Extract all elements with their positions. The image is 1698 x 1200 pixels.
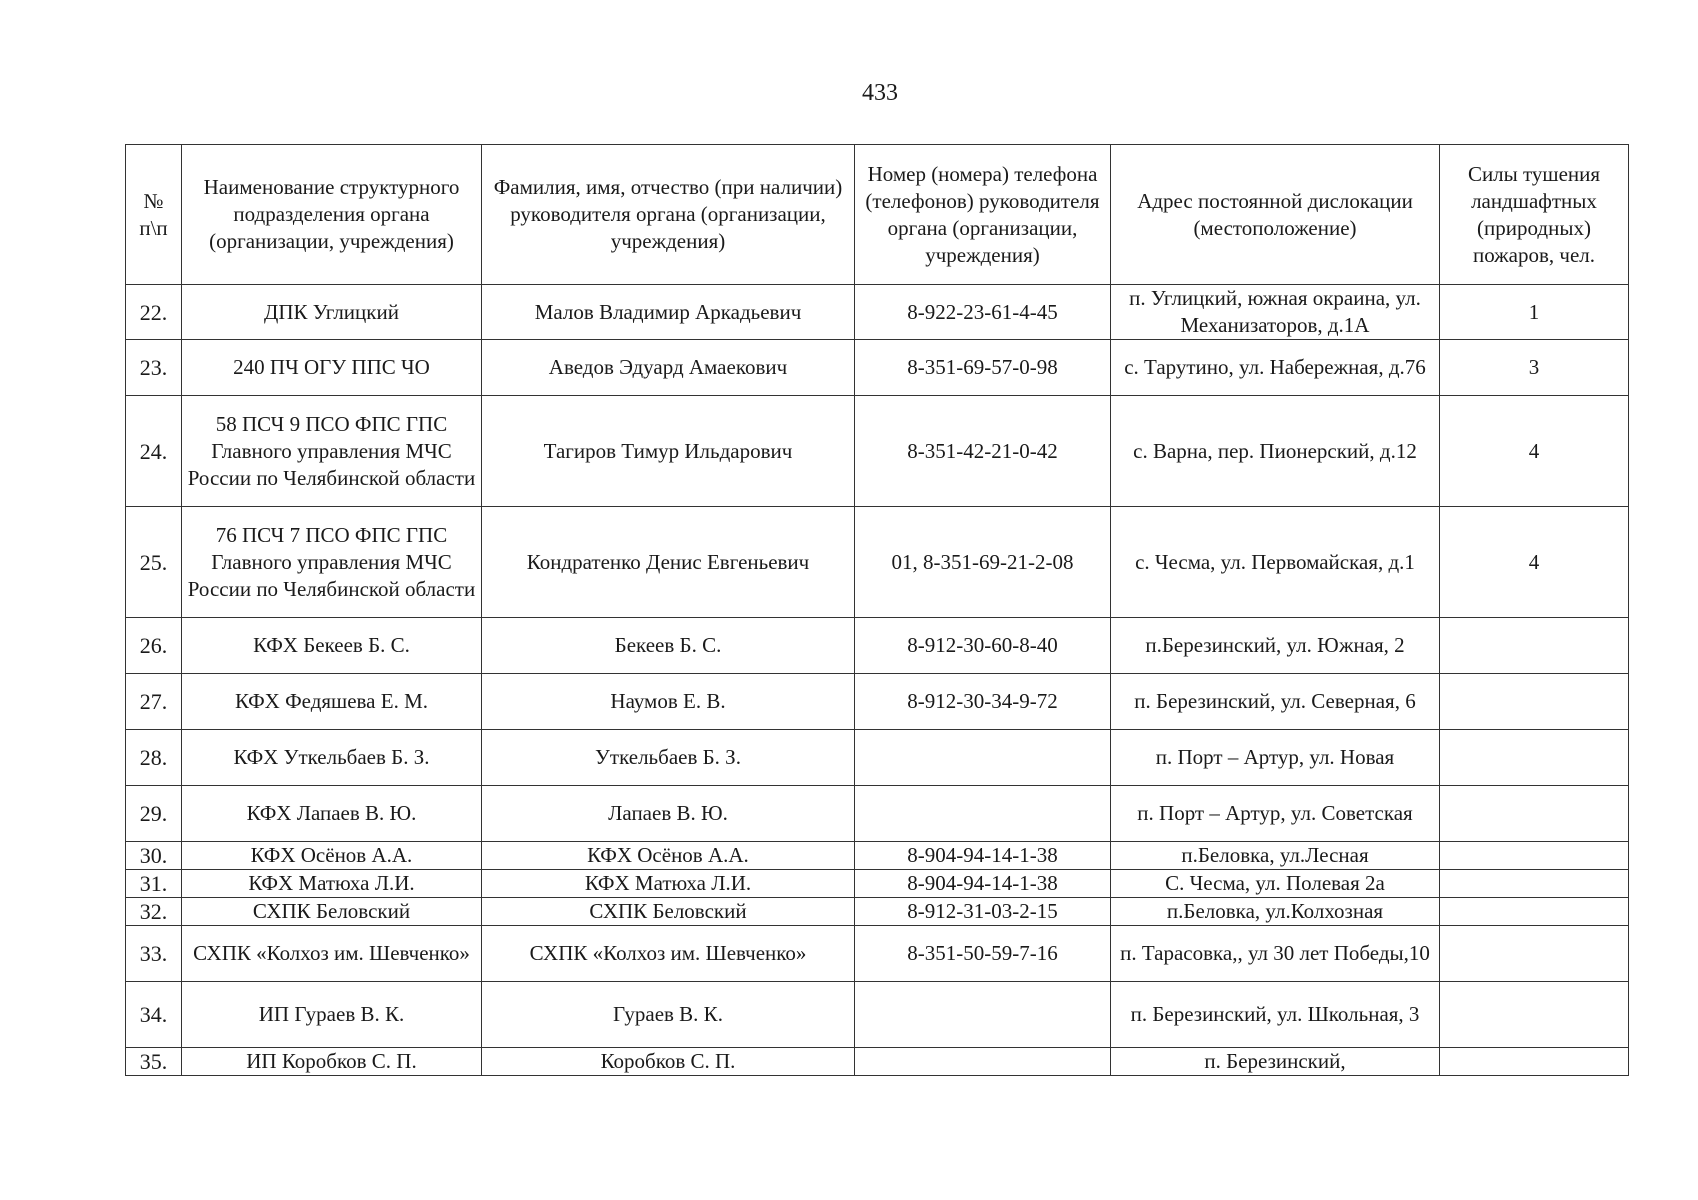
table-row (126, 898, 1629, 926)
table-row (126, 285, 1629, 340)
row-number: 27. (126, 674, 182, 730)
row-phone: 8-904-94-14-1-38 (855, 870, 1111, 898)
row-phone (855, 982, 1111, 1048)
row-head-name: Аведов Эдуард Амаекович (482, 340, 855, 396)
row-unit-name: СХПК «Колхоз им. Шевченко» (182, 926, 482, 982)
row-phone (855, 786, 1111, 842)
row-address: п.Беловка, ул.Лесная (1111, 842, 1440, 870)
row-forces (1440, 674, 1629, 730)
row-unit-name: КФХ Осёнов А.А. (182, 842, 482, 870)
row-number: 31. (126, 870, 182, 898)
header-forces: Силы тушения ландшафтных (природных) пожаров, чел. (1440, 145, 1629, 285)
table-row (126, 926, 1629, 982)
row-number: 22. (126, 285, 182, 340)
row-head-name: КФХ Матюха Л.И. (482, 870, 855, 898)
row-address: п.Беловка, ул.Колхозная (1111, 898, 1440, 926)
row-forces (1440, 842, 1629, 870)
row-number: 26. (126, 618, 182, 674)
table-row (126, 507, 1629, 618)
row-head-name: Наумов Е. В. (482, 674, 855, 730)
fire-forces-table-container (125, 144, 1628, 1076)
row-phone (855, 730, 1111, 786)
row-address: с. Тарутино, ул. Набережная, д.76 (1111, 340, 1440, 396)
row-unit-name: КФХ Матюха Л.И. (182, 870, 482, 898)
row-phone: 8-351-50-59-7-16 (855, 926, 1111, 982)
row-head-name: Малов Владимир Аркадьевич (482, 285, 855, 340)
table-row (126, 618, 1629, 674)
row-number: 28. (126, 730, 182, 786)
row-forces (1440, 786, 1629, 842)
header-address: Адрес постоянной дислокации (местоположение) (1111, 145, 1440, 285)
row-address: п. Порт – Артур, ул. Советская (1111, 786, 1440, 842)
row-number: 35. (126, 1048, 182, 1076)
row-phone: 8-912-30-60-8-40 (855, 618, 1111, 674)
row-address: С. Чесма, ул. Полевая 2а (1111, 870, 1440, 898)
row-unit-name: КФХ Федяшева Е. М. (182, 674, 482, 730)
row-phone (855, 1048, 1111, 1076)
table-row (126, 786, 1629, 842)
row-phone: 8-922-23-61-4-45 (855, 285, 1111, 340)
row-head-name: Тагиров Тимур Ильдарович (482, 396, 855, 507)
row-number: 32. (126, 898, 182, 926)
table-row (126, 870, 1629, 898)
row-unit-name: ДПК Углицкий (182, 285, 482, 340)
row-forces (1440, 730, 1629, 786)
table-row (126, 730, 1629, 786)
row-phone: 01, 8-351-69-21-2-08 (855, 507, 1111, 618)
row-address: п.Березинский, ул. Южная, 2 (1111, 618, 1440, 674)
row-forces (1440, 870, 1629, 898)
row-forces (1440, 898, 1629, 926)
row-phone: 8-904-94-14-1-38 (855, 842, 1111, 870)
table-header-row (126, 145, 1629, 285)
row-head-name: КФХ Осёнов А.А. (482, 842, 855, 870)
row-unit-name: СХПК Беловский (182, 898, 482, 926)
row-forces: 3 (1440, 340, 1629, 396)
row-head-name: СХПК Беловский (482, 898, 855, 926)
fire-forces-table (125, 144, 1629, 1076)
table-row (126, 1048, 1629, 1076)
row-unit-name: ИП Коробков С. П. (182, 1048, 482, 1076)
row-phone: 8-351-42-21-0-42 (855, 396, 1111, 507)
row-address: с. Варна, пер. Пионерский, д.12 (1111, 396, 1440, 507)
page-number: 433 (862, 80, 898, 106)
header-number: № п\п (126, 145, 182, 285)
row-address: п. Порт – Артур, ул. Новая (1111, 730, 1440, 786)
row-head-name: Бекеев Б. С. (482, 618, 855, 674)
row-head-name: Гураев В. К. (482, 982, 855, 1048)
table-row (126, 982, 1629, 1048)
row-unit-name: ИП Гураев В. К. (182, 982, 482, 1048)
row-number: 29. (126, 786, 182, 842)
row-number: 34. (126, 982, 182, 1048)
header-unit-name: Наименование структурного подразделения органа (организации, учреждения) (182, 145, 482, 285)
row-unit-name: КФХ Бекеев Б. С. (182, 618, 482, 674)
row-address: п. Тарасовка,, ул 30 лет Победы,10 (1111, 926, 1440, 982)
row-unit-name: КФХ Лапаев В. Ю. (182, 786, 482, 842)
row-forces: 4 (1440, 507, 1629, 618)
row-head-name: Кондратенко Денис Евгеньевич (482, 507, 855, 618)
row-phone: 8-912-31-03-2-15 (855, 898, 1111, 926)
row-unit-name: 58 ПСЧ 9 ПСО ФПС ГПС Главного управления МЧС России по Челябинской области (182, 396, 482, 507)
row-number: 30. (126, 842, 182, 870)
row-address: п. Березинский, ул. Школьная, 3 (1111, 982, 1440, 1048)
row-forces (1440, 1048, 1629, 1076)
row-head-name: Коробков С. П. (482, 1048, 855, 1076)
table-row (126, 842, 1629, 870)
row-head-name: Лапаев В. Ю. (482, 786, 855, 842)
row-address: п. Березинский, ул. Северная, 6 (1111, 674, 1440, 730)
row-forces (1440, 926, 1629, 982)
table-row (126, 396, 1629, 507)
header-phone: Номер (номера) телефона (телефонов) руководителя органа (организации, учреждения) (855, 145, 1111, 285)
row-forces (1440, 982, 1629, 1048)
row-number: 23. (126, 340, 182, 396)
row-head-name: СХПК «Колхоз им. Шевченко» (482, 926, 855, 982)
table-row (126, 674, 1629, 730)
row-phone: 8-351-69-57-0-98 (855, 340, 1111, 396)
row-address: п. Углицкий, южная окраина, ул. Механизаторов, д.1А (1111, 285, 1440, 340)
row-forces: 4 (1440, 396, 1629, 507)
row-unit-name: КФХ Уткельбаев Б. З. (182, 730, 482, 786)
row-unit-name: 240 ПЧ ОГУ ППС ЧО (182, 340, 482, 396)
row-number: 33. (126, 926, 182, 982)
row-head-name: Уткельбаев Б. З. (482, 730, 855, 786)
table-row (126, 340, 1629, 396)
row-address: п. Березинский, (1111, 1048, 1440, 1076)
row-forces (1440, 618, 1629, 674)
row-number: 25. (126, 507, 182, 618)
row-forces: 1 (1440, 285, 1629, 340)
header-head-name: Фамилия, имя, отчество (при наличии) руководителя органа (организации, учреждения) (482, 145, 855, 285)
row-number: 24. (126, 396, 182, 507)
row-phone: 8-912-30-34-9-72 (855, 674, 1111, 730)
row-address: с. Чесма, ул. Первомайская, д.1 (1111, 507, 1440, 618)
row-unit-name: 76 ПСЧ 7 ПСО ФПС ГПС Главного управления МЧС России по Челябинской области (182, 507, 482, 618)
